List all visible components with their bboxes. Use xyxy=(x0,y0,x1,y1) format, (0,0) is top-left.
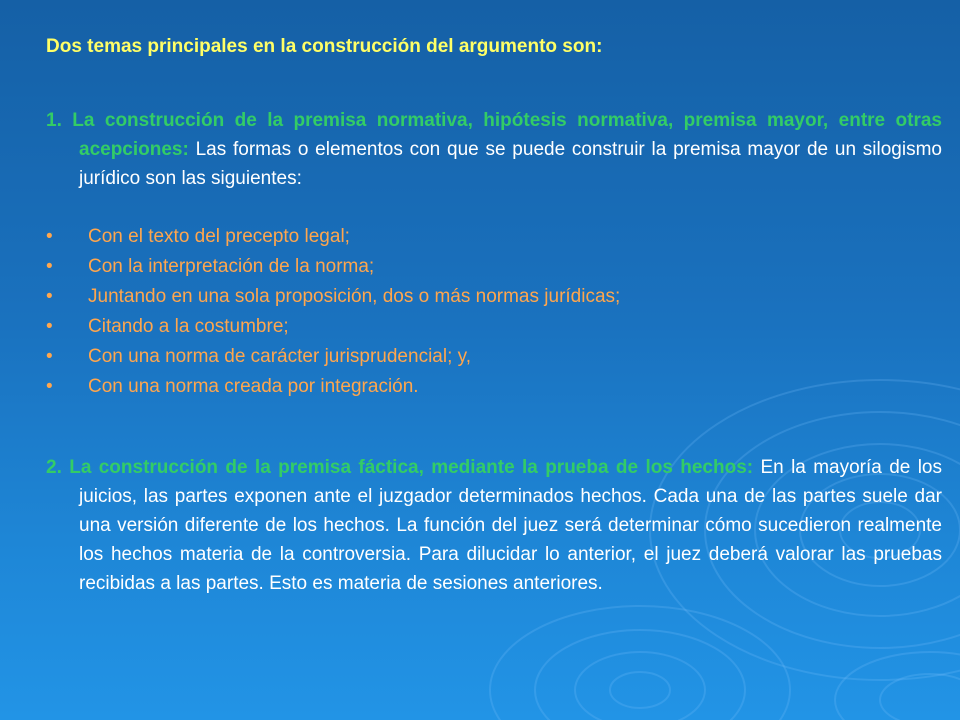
point-2-paragraph xyxy=(46,453,942,598)
bullet-icon: • xyxy=(46,376,53,397)
premise-forms-list xyxy=(46,222,620,402)
slide-heading: Dos temas principales en la construcción del argumento son: xyxy=(46,36,603,57)
list-item-text: Con una norma de carácter jurisprudencial; y, xyxy=(88,346,472,367)
list-item-text: Con el texto del precepto legal; xyxy=(88,226,350,247)
point-2-body: En la mayoría de los juicios, las partes exponen ante el juzgador determinados hechos. Cada una de las partes suele dar una versión diferente de los hechos. La función del juez será determinar cómo sucedieron realmente los hechos materia de la controversia. Para dilucidar lo anterior, el juez deberá valorar las pruebas recibidas a las partes. Esto es materia de sesiones anteriores. xyxy=(79,457,943,594)
list-item-text: Con la interpretación de la norma; xyxy=(88,256,375,277)
bullet-icon: • xyxy=(46,346,53,367)
list-item xyxy=(46,342,620,372)
bullet-icon: • xyxy=(46,316,53,337)
list-item xyxy=(46,282,620,312)
bullet-icon: • xyxy=(46,256,53,277)
point-2-lead: 2. La construcción de la premisa fáctica, mediante la prueba de los hechos: xyxy=(46,457,754,478)
list-item-text: Citando a la costumbre; xyxy=(88,316,289,337)
list-item xyxy=(46,372,620,402)
list-item xyxy=(46,312,620,342)
list-item xyxy=(46,222,620,252)
point-1-lead: 1. La construcción de la premisa normativa, hipótesis normativa, premisa mayor, entre otras acepciones: xyxy=(46,110,942,160)
list-item-text: Juntando en una sola proposición, dos o más normas jurídicas; xyxy=(88,286,621,307)
point-1-paragraph xyxy=(46,106,942,193)
bullet-icon: • xyxy=(46,286,53,307)
list-item xyxy=(46,252,620,282)
bullet-icon: • xyxy=(46,226,53,247)
point-1-body: Las formas o elementos con que se puede construir la premisa mayor de un silogismo jurídico son las siguientes: xyxy=(79,139,942,189)
list-item-text: Con una norma creada por integración. xyxy=(88,376,419,397)
